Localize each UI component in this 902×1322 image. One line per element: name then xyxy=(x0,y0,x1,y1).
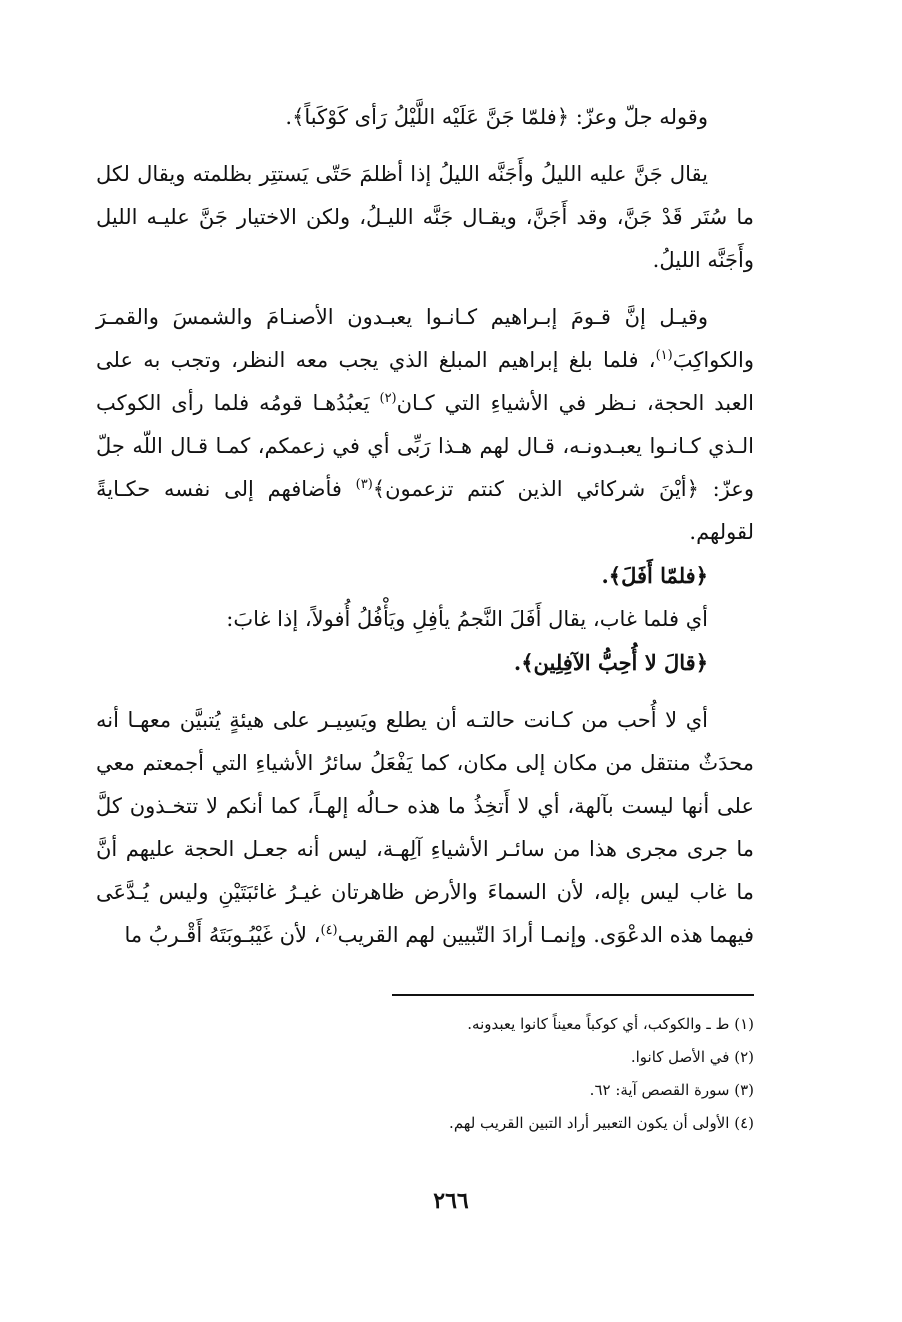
footnotes xyxy=(96,1008,754,1140)
footnote-4 xyxy=(96,1107,754,1140)
paragraph-3-text-a: وقيـل إنَّ قـومَ إبـراهيم كـانـوا يعبـدون الأصنـامَ والشمسَ والقمـرَ والكواكِبَ xyxy=(96,305,754,372)
footnote-2 xyxy=(96,1041,754,1074)
paragraph-1 xyxy=(96,96,754,139)
paragraph-3-text-b: ، فلما بلغ إبراهيم المبلغ الذي يجب معه النظر، وتجب به على العبد الحجة، نـظر في الأشياءِ التي كـان xyxy=(96,348,754,415)
paragraph-3-text-d: فأضافهم إلى نفسه حكـايةً لقولهم. xyxy=(96,477,754,544)
footnote-1-text: ط ـ والكوكب، أي كوكباً معيناً كانوا يعبدونه. xyxy=(467,1015,730,1033)
paragraph-1-text: وقوله جلّ وعزّ: ﴿فلمّا جَنَّ عَلَيْه اللَّيْلُ رَأى كَوْكَباً﴾. xyxy=(285,105,708,129)
page-number: ٢٦٦ xyxy=(433,1188,469,1214)
paragraph-4 xyxy=(96,554,754,598)
paragraph-6 xyxy=(96,641,754,685)
footnote-3-text: سورة القصص آية: ٦٢. xyxy=(589,1081,730,1099)
footnote-ref-1: (١) xyxy=(655,348,673,363)
paragraph-4-text: ﴿فلمّا أَفَلَ﴾. xyxy=(601,563,708,588)
paragraph-3-text-c: يَعبُدُهـا قومُه فلما رأى الكوكب الـذي كـانـوا يعبـدونـه، قـال لهم هـذا رَبِّى أي في زعمكم، كمـا قـال اللّه جلّ وعزّ: ﴿أيْنَ شركائي الذين كنتم تزعمون﴾ xyxy=(96,391,754,501)
paragraph-3 xyxy=(96,296,754,554)
main-text xyxy=(96,96,754,957)
footnote-1 xyxy=(96,1008,754,1041)
footnote-ref-2: (٢) xyxy=(379,391,397,406)
footnote-ref-4: (٤) xyxy=(320,923,338,938)
paragraph-2 xyxy=(96,153,754,282)
paragraph-7-text-a: أي لا أُحب من كـانت حالتـه أن يطلع ويَسِيـر على هيئةٍ يُتبيَّن معهـا أنه محدَثٌ منتقل من مكان إلى مكان، كما يَفْعَلُ سائرُ الأشياءِ التي أجمعتم معي على أنها ليست بآلهة، أي لا أَتخِذُ ما هذه حـالُه إلهـاً، كما أنكم لا تتخـذون كلَّ ما جرى مجرى هذا من سائـر الأشياءِ آلِهـة، ليس أنه جعـل الحجة عليهم أنَّ ما غاب ليس بإله، لأن السماءَ والأرض ظاهرتان غيـرُ غائبَتَيْنِ وليس يُـدَّعَى فيهما هذه الدعْوَى. وإنمـا أرادَ التّبيين لهم القريب xyxy=(96,708,755,947)
paragraph-5 xyxy=(96,598,754,641)
paragraph-6-text: ﴿قالَ لا أُحِبُّ الآفِلِين﴾. xyxy=(513,650,708,675)
paragraph-7-text-b: ، لأن غَيْبُـوبَتَهُ أَقْـربُ ما xyxy=(124,923,321,947)
paragraph-5-text: أي فلما غاب، يقال أَفَلَ النَّجمُ يأفِلِ ويَأْفُلُ أُفولاً، إذا غابَ: xyxy=(226,607,708,631)
footnote-2-text: في الأصل كانوا. xyxy=(630,1048,730,1066)
footnote-divider xyxy=(392,994,754,996)
footnote-ref-3: (٣) xyxy=(355,477,373,492)
footnote-3 xyxy=(96,1074,754,1107)
footnote-2-number: (٢) xyxy=(734,1048,754,1066)
paragraph-7 xyxy=(96,699,754,957)
footnote-4-text: الأولى أن يكون التعبير أراد التبين القريب لهم. xyxy=(449,1114,730,1132)
paragraph-2-text: يقال جَنَّ عليه الليلُ وأَجَنَّه الليلُ إذا أظلمَ حَتّى يَستتِر بظلمته ويقال لكل ما سُتَر قَدْ جَنَّ، وقد أَجَنَّ، ويقـال جَنَّه الليـلُ، ولكن الاختيار جَنَّ عليـه الليل وأَجَنَّه الليلُ. xyxy=(96,162,754,272)
footnote-3-number: (٣) xyxy=(734,1081,754,1099)
footnote-1-number: (١) xyxy=(734,1015,754,1033)
footnote-4-number: (٤) xyxy=(734,1114,754,1132)
